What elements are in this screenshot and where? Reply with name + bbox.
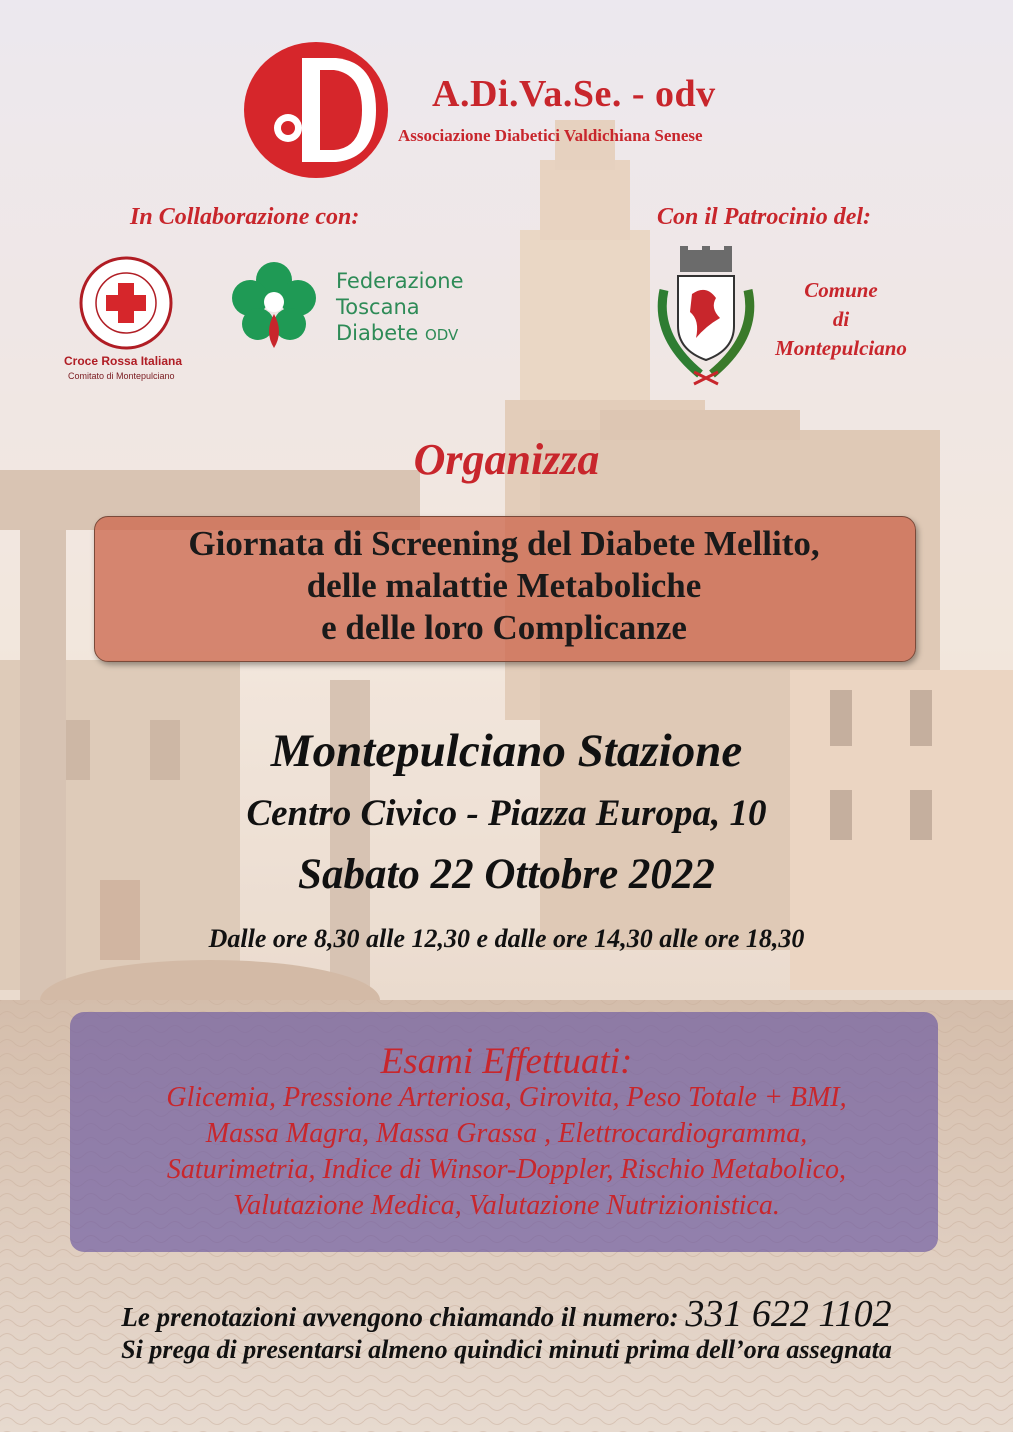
exam-line: Valutazione Medica, Valutazione Nutrizionistica. xyxy=(233,1190,780,1221)
event-date: Sabato 22 Ottobre 2022 xyxy=(298,851,715,898)
adivase-logo xyxy=(244,40,394,180)
exams-title: Esami Effettuati: xyxy=(380,1041,633,1082)
ftd-suffix: ODV xyxy=(424,326,459,344)
booking-note: Si prega di presentarsi almeno quindici minuti prima dell’ora assegnata xyxy=(121,1335,892,1364)
organizza-heading: Organizza xyxy=(413,435,600,484)
screening-line-2: delle malattie Metaboliche xyxy=(306,566,702,605)
booking-phone-number: 331 622 1102 xyxy=(685,1293,892,1335)
comune-line2: di xyxy=(832,307,850,331)
ftd-flower-logo xyxy=(228,258,320,352)
ftd-line3: Diabete xyxy=(336,321,419,345)
event-hours: Dalle ore 8,30 alle 12,30 e dalle ore 14,30 alle ore 18,30 xyxy=(208,924,805,953)
booking-text: Le prenotazioni avvengono chiamando il numero: xyxy=(121,1302,679,1332)
ftd-line2: Toscana xyxy=(336,295,420,319)
brand-title: A.Di.Va.Se. - odv xyxy=(432,73,716,115)
comune-line3: Montepulciano xyxy=(775,336,907,360)
montepulciano-coat-of-arms xyxy=(650,246,762,390)
ftd-name xyxy=(336,268,464,348)
exam-line: Saturimetria, Indice di Winsor-Doppler, Rischio Metabolico, xyxy=(166,1154,847,1185)
ftd-line3-wrapper xyxy=(336,320,464,348)
screening-line-3: e delle loro Complicanze xyxy=(321,608,687,647)
booking-line xyxy=(0,1292,1013,1336)
event-place: Montepulciano Stazione xyxy=(270,725,743,777)
comune-line1: Comune xyxy=(804,278,878,302)
exam-line: Massa Magra, Massa Grassa , Elettrocardiogramma, xyxy=(205,1118,808,1149)
collaboration-label: In Collaborazione con: xyxy=(130,204,360,230)
comune-name xyxy=(766,276,916,363)
cri-name: Croce Rossa Italiana xyxy=(64,354,183,368)
screening-line-1: Giornata di Screening del Diabete Mellito, xyxy=(188,524,820,563)
patronage-label: Con il Patrocinio del: xyxy=(657,204,872,230)
red-cross-seal-logo xyxy=(78,255,174,351)
cri-committee: Comitato di Montepulciano xyxy=(68,371,175,381)
cri-seal-text: CONVENZIONE DI GINEVRA 22 AGOSTO 1864 xyxy=(78,255,99,256)
event-address: Centro Civico - Piazza Europa, 10 xyxy=(246,793,767,834)
ftd-line1: Federazione xyxy=(336,269,464,293)
brand-subtitle: Associazione Diabetici Valdichiana Senese xyxy=(398,126,703,145)
exam-line: Glicemia, Pressione Arteriosa, Girovita, Peso Totale + BMI, xyxy=(166,1082,847,1113)
logo-letters: aD xyxy=(244,40,246,41)
